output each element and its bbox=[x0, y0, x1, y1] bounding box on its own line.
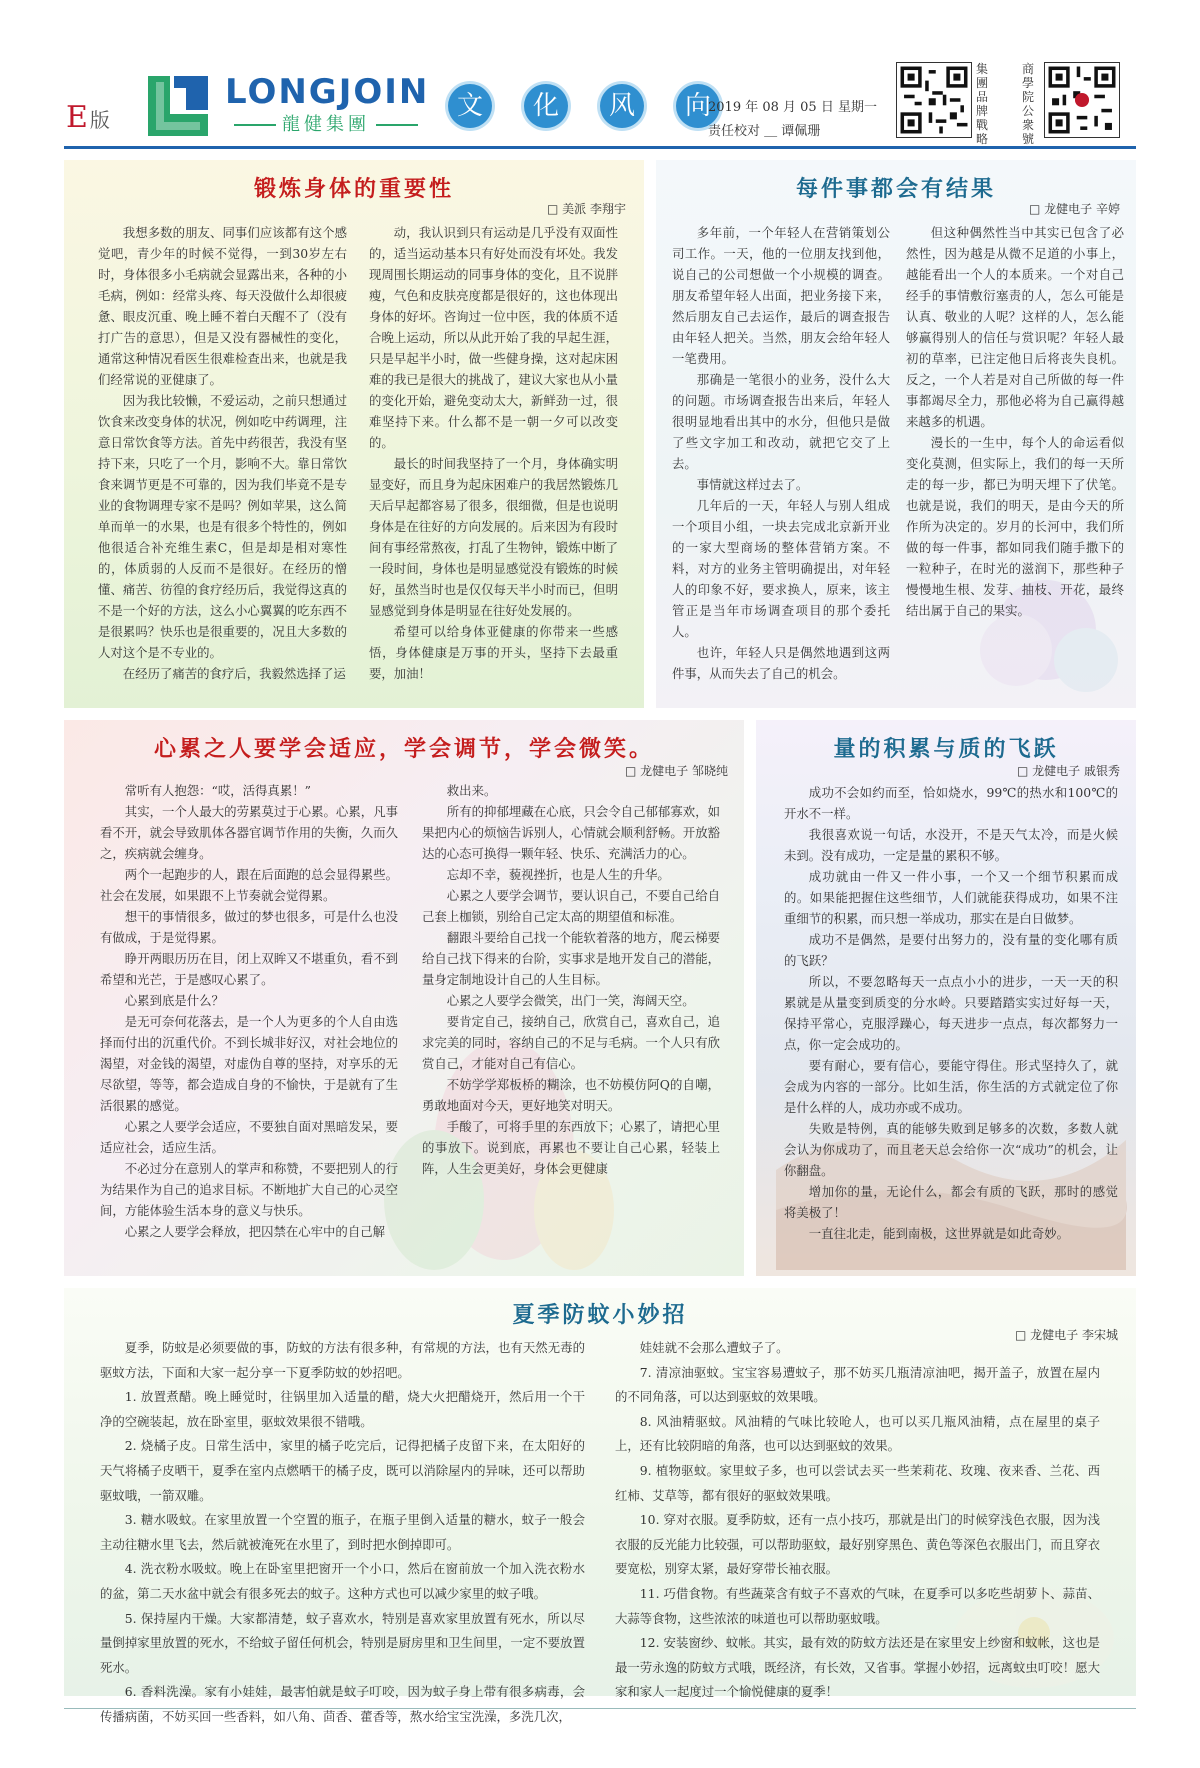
article-quantity-quality bbox=[756, 720, 1136, 1276]
paragraph: 不必过分在意别人的掌声和称赞，不要把别人的行为结果作为自己的追求目标。不断地扩大自己的心灵空间，方能体验生活本身的意义与快乐。 bbox=[100, 1161, 398, 1218]
paragraph: 1. 放置煮醋。晚上睡觉时，往锅里加入适量的醋，烧大火把醋烧开，然后用一个干净的空碗装起，放在卧室里，驱蚊效果很不错哦。 bbox=[100, 1389, 585, 1429]
issue-date: 2019 年 08 月 05 日 星期一 bbox=[708, 100, 877, 115]
article-title: 每件事都会有结果 bbox=[795, 176, 996, 202]
edition-label: E版 bbox=[66, 100, 110, 135]
paragraph: 一直往北走，能到南极，这世界就是如此奇妙。 bbox=[808, 1226, 1069, 1241]
paragraph: 心累之人要学会微笑，出门一笑，海阔天空。 bbox=[446, 993, 695, 1008]
paragraph: 4. 洗衣粉水吸蚊。晚上在卧室里把窗开一个小口，然后在窗前放一个加入洗衣粉水的盆，第二天水盆中就会有很多死去的蚊子。这种方式也可以减少家里的蚊子哦。 bbox=[100, 1561, 585, 1601]
paragraph: 几年后的一天，年轻人与别人组成一个项目小组，一块去完成北京新开业的一家大型商场的整体营销方案。不料，对方的业务主管明确提出，对年轻人的印象不好，要求换人，原来，该主管正是当年市场调查项目的那个委托人。 bbox=[672, 498, 890, 639]
paragraph: 9. 植物驱蚊。家里蚊子多，也可以尝试去买一些茉莉花、玫瑰、夜来香、兰花、西红柿、艾草等，都有很好的驱蚊效果哦。 bbox=[615, 1462, 1100, 1503]
qr-code-label: 商學院公衆號 bbox=[1022, 62, 1035, 146]
longjoin-logo-icon bbox=[144, 72, 212, 140]
paragraph: 8. 风油精驱蚊。风油精的气味比较呛人，也可以买几瓶风油精，点在屋里的桌子上，还有比较阴暗的角落，也可以达到驱蚊的效果。 bbox=[615, 1413, 1100, 1454]
article-column bbox=[615, 1336, 1100, 1730]
paragraph: 6. 香料洗澡。家有小娃娃，最害怕就是蚊子叮咬，因为蚊子身上带有很多病毒，会传播病菌，不妨买回一些香料，如八角、茴香、藿香等，熬水给宝宝洗澡，多洗几次， bbox=[100, 1684, 585, 1724]
article-column bbox=[422, 780, 720, 1242]
paragraph: 我很喜欢说一句话，水没开，不是天气太冷，而是火候未到。没有成功，一定是量的累积不够。 bbox=[784, 827, 1118, 863]
paragraph: 常听有人抱怨：“哎，活得真累！” bbox=[124, 783, 311, 798]
paragraph: 是无可奈何花落去，是一个人为更多的个人自由选择而付出的沉重代价。不到长城非好汉，对社会地位的渴望，对金钱的渴望，对虚伪自尊的坚持，对享乐的无尽欲望，等等，都会造成自身的不愉快，于是就有了生活很累的感觉。 bbox=[100, 1014, 398, 1113]
paragraph: 最长的时间我坚持了一个月，身体确实明显变好，而且身为起床困难户的我居然锻炼几天后早起都容易了很多，很细微，但是也说明身体是在往好的方向发展的。后来因为有段时间有事经常熬夜，打乱了生物钟，锻炼中断了一段时间，身体也是明显感觉没有锻炼的时候好，虽然当时也是仅仅每天半小时而已，但明显感觉到身体是明显在往好处发展的。 bbox=[369, 456, 618, 618]
paragraph: 3. 糖水吸蚊。在家里放置一个空置的瓶子，在瓶子里倒入适量的糖水，蚊子一般会主动往糖水里飞去，然后就被淹死在水里了，到时把水倒掉即可。 bbox=[100, 1512, 585, 1552]
paragraph: 娃娃就不会那么遭蚊子了。 bbox=[639, 1340, 789, 1355]
paragraph: 漫长的一生中，每个人的命运看似变化莫测，但实际上，我们的每一天所走的每一步，都已为明天埋下了伏笔。也就是说，我们的明天，是由今天的所作所为决定的。岁月的长河中，我们所做的每一件事，都如同我们随手撒下的一粒种子，在时光的滋润下，那些种子慢慢地生根、发芽、抽枝、开花，最终结出属于自己的果实。 bbox=[906, 435, 1124, 618]
paragraph: 失败是特例，真的能够失败到足够多的次数，多数人就会认为你成功了，而且老天总会给你一次“成功”的机会，让你翻盘。 bbox=[784, 1121, 1118, 1178]
paragraph: 在经历了痛苦的食疗后，我毅然选择了运 bbox=[122, 666, 346, 681]
paragraph: 两个一起跑步的人，跟在后面跑的总会显得累些。社会在发展，如果跟不上节奏就会觉得累。 bbox=[100, 867, 398, 903]
article-byline: □ 龙健电子 李宋城 bbox=[1015, 1328, 1118, 1342]
article-title: 心累之人要学会适应，学会调节，学会微笑。 bbox=[153, 736, 654, 762]
article-tired-heart bbox=[64, 720, 744, 1276]
paragraph: 忘却不幸，藐视挫折，也是人生的升华。 bbox=[446, 867, 670, 882]
article-title: 量的积累与质的飞跃 bbox=[833, 736, 1059, 762]
article-body bbox=[100, 1336, 1100, 1730]
paragraph: 事情就这样过去了。 bbox=[696, 477, 809, 492]
paragraph: 所以，不要忽略每天一点点小小的进步，一天一天的积累就是从量变到质变的分水岭。只要踏踏实实过好每一天，保持平常心，克服浮躁心，每天进步一点点，每次都努力一点，你一定会成功的。 bbox=[784, 974, 1118, 1052]
paragraph: 11. 巧借食物。有些蔬菜含有蚊子不喜欢的气味，在夏季可以多吃些胡萝卜、蒜苗、大蒜等食物，这些浓浓的味道也可以帮助驱蚊哦。 bbox=[615, 1585, 1100, 1626]
section-char: 向 bbox=[676, 84, 720, 128]
qr-code-icon bbox=[896, 62, 972, 138]
paragraph: 增加你的量，无论什么，都会有质的飞跃，那时的感觉将美极了！ bbox=[784, 1184, 1118, 1220]
article-exercise-importance bbox=[64, 160, 644, 708]
masthead bbox=[0, 0, 1200, 150]
paragraph: 手酸了，可将手里的东西放下；心累了，请把心里的事放下。说到底，再累也不要让自己心累，轻装上阵，人生会更美好，身体会更健康 bbox=[422, 1119, 720, 1176]
paragraph: 睁开两眼历历在目，闭上双眸又不堪重负，看不到希望和光芒，于是感叹心累了。 bbox=[100, 951, 398, 987]
paragraph: 心累之人要学会调节，要认识自己，不要自己给自己套上枷锁，别给自己定太高的期望值和标准。 bbox=[422, 888, 720, 924]
article-body bbox=[98, 222, 618, 684]
section-name bbox=[448, 84, 720, 128]
paragraph: 要有耐心，要有信心，要能守得住。形式坚持久了，就会成为内容的一部分。比如生活，你生活的方式就定位了你是什么样的人，成功亦或不成功。 bbox=[784, 1058, 1118, 1115]
section-char: 文 bbox=[448, 84, 492, 128]
qr-code-label: 集團品牌戰略 bbox=[976, 62, 989, 146]
paragraph: 因为我比较懒，不爱运动，之前只想通过饮食来改变身体的状况，例如吃中药调理，注意日常饮食等方法。首先中药很苦，我没有坚持下来，只吃了一个月，影响不大。靠日常饮食来调节更是不可靠的，因为我们毕竟不是专业的食物调理专家不是吗？例如苹果，这么简单而单一的水果，也是有很多个特性的，例如他很适合补充维生素C，但是却是相对寒性的，体质弱的人反而不是很好。在经历的憎懂、痛苦、彷徨的食疗经历后，我觉得这真的不是一个好的方法，这么小心翼翼的吃东西不是很累吗？快乐也是很重要的，况且大多数的人对这个是不专业的。 bbox=[98, 393, 347, 660]
article-column bbox=[906, 222, 1124, 684]
paragraph: 要肯定自己，接纳自己，欣赏自己，喜欢自己，追求完美的同时，容纳自己的不足与毛病。一个人只有欣赏自己，才能对自己有信心。 bbox=[422, 1014, 720, 1071]
article-body bbox=[784, 782, 1118, 1244]
article-column bbox=[369, 222, 618, 684]
paragraph: 心累之人要学会适应，不要独自面对黑暗发呆，要适应社会，适应生活。 bbox=[100, 1119, 398, 1155]
article-every-thing-has-result bbox=[656, 160, 1136, 708]
paragraph: 但这种偶然性当中其实已包含了必然性，因为越是从微不足道的小事上，越能看出一个人的本质来。一个对自己经手的事情敷衍塞责的人，怎么可能是认真、敬业的人呢？这样的人，怎么能够赢得别人的信任与赏识呢？年轻人最初的草率，已注定他日后将丧失良机。反之，一个人若是对自己所做的每一件事都竭尽全力，那他必将为自己赢得越来越多的机遇。 bbox=[906, 225, 1124, 429]
paragraph: 心累到底是什么？ bbox=[124, 993, 224, 1008]
logo-text-en: LONGJOIN bbox=[225, 72, 430, 112]
paragraph: 5. 保持屋内干燥。大家都清楚，蚊子喜欢水，特别是喜欢家里放置有死水，所以尽量倒掉家里放置的死水，不给蚊子留任何机会，特别是厨房里和卫生间里，一定不要放置死水。 bbox=[100, 1610, 585, 1675]
paragraph: 那确是一笔很小的业务，没什么大的问题。市场调查报告出来后，年轻人很明显地看出其中的水分，但他只是做了些文字加工和改动，就把它交了上去。 bbox=[672, 372, 890, 471]
article-body bbox=[100, 780, 720, 1242]
paragraph: 心累之人要学会释放，把囚禁在心牢中的自己解 bbox=[124, 1224, 385, 1239]
article-byline: □ 龙健电子 戚银秀 bbox=[1017, 764, 1120, 778]
article-byline: □ 美派 李翔宇 bbox=[547, 202, 626, 216]
article-body bbox=[672, 222, 1124, 684]
paragraph: 成功就由一件又一件小事，一个又一个细节积累而成的。如果能把握住这些细节，人们就能获得成功，如果不注重细节的积累，而只想一举成功，那实在是白日做梦。 bbox=[784, 869, 1118, 926]
article-title: 锻炼身体的重要性 bbox=[253, 176, 454, 202]
editor-credit: 责任校对 ＿ 谭佩珊 bbox=[708, 124, 821, 139]
paragraph: 7. 清凉油驱蚊。宝宝容易遭蚊子，那不妨买几瓶清凉油吧，揭开盖子，放置在屋内的不同角落，可以达到驱蚊的效果哦。 bbox=[615, 1364, 1100, 1405]
paragraph: 救出来。 bbox=[446, 783, 497, 798]
paragraph: 其实，一个人最大的劳累莫过于心累。心累，凡事看不开，就会导致肌体各器官调节作用的失衡，久而久之，疾病就会缠身。 bbox=[100, 804, 398, 861]
dateline bbox=[708, 96, 877, 144]
paragraph: 多年前，一个年轻人在营销策划公司工作。一天，他的一位朋友找到他，说自己的公司想做一个小规模的调查。朋友希望年轻人出面，把业务接下来，然后朋友自己去运作，最后的调查报告由年轻人把关。当然，朋友会给年轻人一笔费用。 bbox=[672, 225, 890, 366]
article-byline: □ 龙健电子 辛婷 bbox=[1029, 202, 1120, 216]
paragraph: 成功不是偶然，是要付出努力的，没有量的变化哪有质的飞跃？ bbox=[784, 932, 1118, 968]
paragraph: 12. 安装窗纱、蚊帐。其实，最有效的防蚊方法还是在家里安上纱窗和蚊帐，这也是最一劳永逸的防蚊方式哦，既经济，有长效，又省事。掌握小妙招，远离蚊虫叮咬！愿大家和家人一起度过一个愉悦健康的夏季！ bbox=[615, 1635, 1100, 1700]
masthead-divider bbox=[64, 146, 1136, 149]
paragraph: 不妨学学郑板桥的糊涂，也不妨模仿阿Q的自嘲，勇敢地面对今天，更好地笑对明天。 bbox=[422, 1077, 720, 1113]
paragraph: 成功不会如约而至，恰如烧水，99℃的热水和100℃的开水不一样。 bbox=[784, 785, 1118, 821]
qr-code-icon bbox=[1044, 62, 1120, 138]
paragraph: 10. 穿对衣服。夏季防蚊，还有一点小技巧，那就是出门的时候穿浅色衣服，因为浅衣服的反光能力比较强，可以帮助驱蚊，最好别穿黑色、黄色等深色衣服出门，而且穿衣要宽松，别穿太紧，最好穿带长袖衣服。 bbox=[615, 1512, 1100, 1577]
paragraph: 所有的抑郁埋藏在心底，只会令自己郁郁寡欢，如果把内心的烦恼告诉别人，心情就会顺利舒畅。开放豁达的心态可换得一颗年轻、快乐、充满活力的心。 bbox=[422, 804, 720, 861]
section-char: 风 bbox=[600, 84, 644, 128]
paragraph: 翻跟斗要给自己找一个能软着落的地方，爬云梯要给自己找下得来的台阶，实事求是地开发自己的潜能，量身定制地设计自己的人生目标。 bbox=[422, 930, 720, 987]
paragraph: 想干的事情很多，做过的梦也很多，可是什么也没有做成，于是觉得累。 bbox=[100, 909, 398, 945]
article-column bbox=[98, 222, 347, 684]
section-char: 化 bbox=[524, 84, 568, 128]
paragraph: 动，我认识到只有运动是几乎没有双面性的，适当运动基本只有好处而没有坏处。我发现周围长期运动的同事身体的变化，且不说胖瘦，气色和皮肤亮度都是很好的，这也体现出身体的好坏。咨询过一位中医，我的体质不适合晚上运动，所以从此开始了我的早起生涯，只是早起半小时，做一些健身操，这对起床困难的我已是很大的挑战了，建议大家也从小量的变化开始，避免变动太大，新鲜劲一过，很难坚持下来。什么都不是一朝一夕可以改变的。 bbox=[369, 225, 618, 450]
article-column bbox=[100, 1336, 585, 1730]
footer-divider bbox=[64, 1708, 1136, 1709]
paragraph: 希望可以给身体亚健康的你带来一些感悟，身体健康是万事的开头，坚持下去最重要，加油！ bbox=[369, 624, 618, 681]
paragraph: 我想多数的朋友、同事们应该都有这个感觉吧，青少年的时候不觉得，一到30岁左右时，身体很多小毛病就会显露出来，各种的小毛病，例如：经常头疼、每天没做什么却很疲惫、眼皮沉重、晚上睡不着白天醒不了（没有打广告的意思），但是又没有器械性的变化，通常这种情况看医生很难检查出来，也就是我们经常说的亚健康了。 bbox=[98, 225, 347, 387]
paragraph: 也许，年轻人只是偶然地遇到这两件事，从而失去了自己的机会。 bbox=[672, 645, 890, 681]
article-title: 夏季防蚊小妙招 bbox=[512, 1302, 688, 1328]
logo-text-cn: 龍健集團 bbox=[228, 110, 424, 136]
article-column bbox=[672, 222, 890, 684]
article-summer-mosquito-tips bbox=[64, 1288, 1136, 1724]
paragraph: 夏季，防蚊是必须要做的事，防蚊的方法有很多种，有常规的方法，也有天然无毒的驱蚊方法，下面和大家一起分享一下夏季防蚊的妙招吧。 bbox=[100, 1340, 585, 1380]
article-byline: □ 龙健电子 邹晓纯 bbox=[625, 764, 728, 778]
article-column bbox=[100, 780, 398, 1242]
paragraph: 2. 烧橘子皮。日常生活中，家里的橘子吃完后，记得把橘子皮留下来，在太阳好的天气将橘子皮晒干，夏季在室内点燃晒干的橘子皮，既可以消除屋内的异味，还可以帮助驱蚊哦，一箭双雕。 bbox=[100, 1438, 585, 1503]
